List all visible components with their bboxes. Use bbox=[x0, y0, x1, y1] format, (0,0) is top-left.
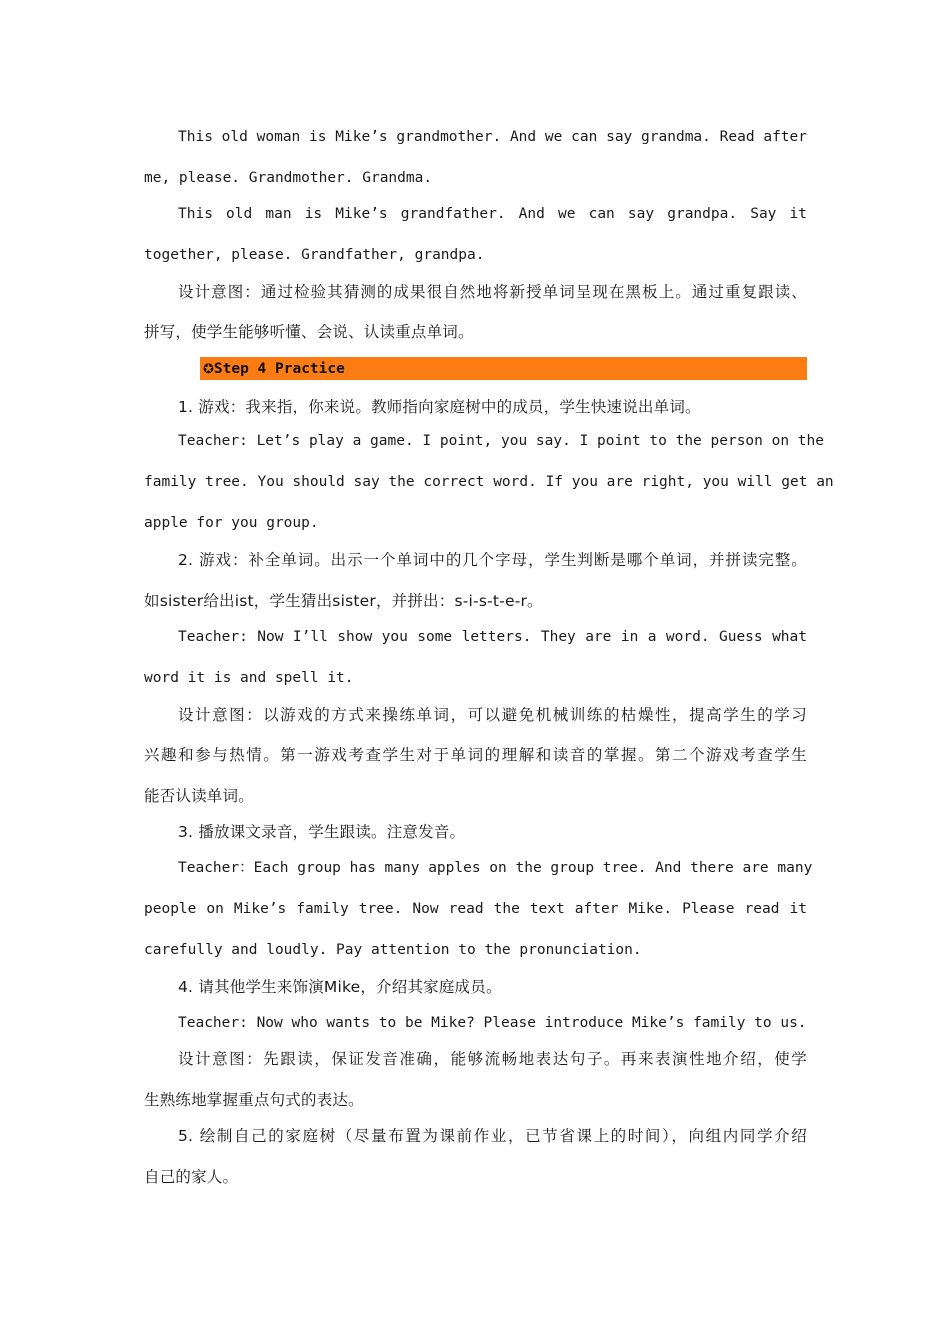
star-badge-icon: ✪ bbox=[203, 362, 214, 377]
paragraph-line: This old woman is Mike’s grandmother. And we can say grandma. Read after bbox=[178, 129, 807, 145]
paragraph-line: people on Mike’s family tree. Now read the text after Mike. Please read it bbox=[144, 901, 807, 917]
design-intent-line: 设计意图：通过检验其猜测的成果很自然地将新授单词呈现在黑板上。通过重复跟读、 bbox=[178, 283, 807, 301]
list-item: 2. 游戏：补全单词。出示一个单词中的几个字母，学生判断是哪个单词，并拼读完整。 bbox=[178, 551, 807, 569]
paragraph-line: Teacher: Now who wants to be Mike? Please introduce Mike’s family to us. bbox=[178, 1015, 807, 1031]
step-heading-bar bbox=[200, 357, 807, 380]
design-intent-line: 设计意图：先跟读，保证发音准确，能够流畅地表达句子。再来表演性地介绍，使学 bbox=[178, 1050, 807, 1068]
design-intent-line: 能否认读单词。 bbox=[144, 787, 254, 805]
design-intent-line: 拼写，使学生能够听懂、会说、认读重点单词。 bbox=[144, 323, 474, 341]
design-intent-line: 生熟练地掌握重点句式的表达。 bbox=[144, 1091, 364, 1109]
design-intent-line: 设计意图：以游戏的方式来操练单词，可以避免机械训练的枯燥性，提高学生的学习 bbox=[178, 706, 807, 724]
paragraph-line: word it is and spell it. bbox=[144, 670, 354, 686]
paragraph-line: This old man is Mike’s grandfather. And we can say grandpa. Say it bbox=[178, 206, 807, 222]
paragraph-line: family tree. You should say the correct word. If you are right, you will get an bbox=[144, 474, 834, 490]
paragraph-line: carefully and loudly. Pay attention to the pronunciation. bbox=[144, 942, 642, 958]
design-intent-line: 兴趣和参与热情。第一游戏考查学生对于单词的理解和读音的掌握。第二个游戏考查学生 bbox=[144, 746, 807, 764]
list-item: 3. 播放课文录音，学生跟读。注意发音。 bbox=[178, 823, 466, 841]
paragraph-line: 如sister给出ist，学生猜出sister，并拼出：s-i-s-t-e-r。 bbox=[144, 592, 543, 610]
paragraph-line: together, please. Grandfather, grandpa. bbox=[144, 247, 485, 263]
list-item: 5. 绘制自己的家庭树（尽量布置为课前作业，已节省课上的时间），向组内同学介绍 bbox=[178, 1127, 807, 1145]
list-item: 4. 请其他学生来饰演Mike，介绍其家庭成员。 bbox=[178, 978, 502, 996]
list-item: 1. 游戏：我来指，你来说。教师指向家庭树中的成员，学生快速说出单词。 bbox=[178, 398, 701, 416]
paragraph-line: apple for you group. bbox=[144, 515, 319, 531]
step-heading bbox=[203, 359, 345, 380]
paragraph-line: 自己的家人。 bbox=[144, 1168, 239, 1186]
paragraph-line: Teacher: Now I’ll show you some letters. They are in a word. Guess what bbox=[178, 629, 807, 645]
paragraph-line: Teacher：Each group has many apples on the group tree. And there are many bbox=[178, 860, 813, 876]
step-heading-label: Step 4 Practice bbox=[213, 361, 345, 377]
paragraph-line: me, please. Grandmother. Grandma. bbox=[144, 170, 433, 186]
paragraph-line: Teacher: Let’s play a game. I point, you say. I point to the person on the bbox=[178, 433, 825, 449]
